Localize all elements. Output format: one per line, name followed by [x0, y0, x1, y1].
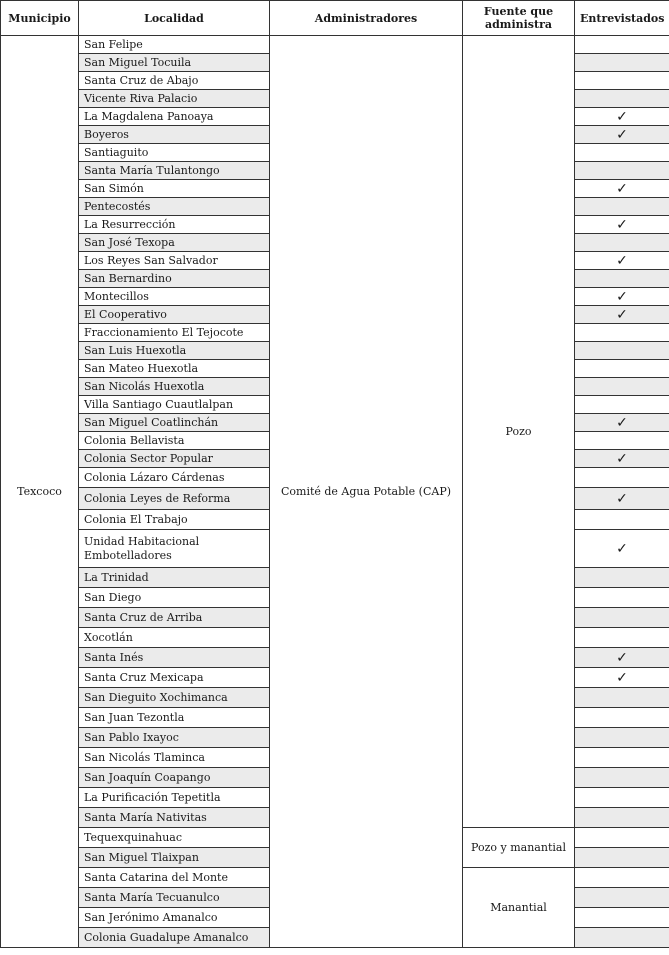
localidad-cell: Santa Catarina del Monte	[79, 868, 270, 888]
table-row	[1, 36, 669, 54]
header-row	[1, 1, 669, 36]
entrevistado-cell	[575, 360, 669, 378]
entrevistado-cell	[575, 432, 669, 450]
checkmark-icon: ✓	[616, 540, 628, 557]
localidad-cell: Santa María Tulantongo	[79, 162, 270, 180]
entrevistado-cell	[575, 90, 669, 108]
checkmark-icon: ✓	[616, 288, 628, 305]
localidad-cell: San Luis Huexotla	[79, 342, 270, 360]
localidad-cell: Pentecostés	[79, 198, 270, 216]
entrevistado-cell	[575, 510, 669, 530]
entrevistado-cell	[575, 468, 669, 488]
entrevistado-cell	[575, 234, 669, 252]
entrevistado-cell	[575, 908, 669, 928]
entrevistado-cell	[575, 252, 669, 270]
fuente-cell: Pozo y manantial	[463, 828, 575, 868]
entrevistado-cell	[575, 808, 669, 828]
checkmark-icon: ✓	[616, 126, 628, 143]
entrevistado-cell	[575, 568, 669, 588]
localidad-cell: Boyeros	[79, 126, 270, 144]
localidad-cell: Fraccionamiento El Tejocote	[79, 324, 270, 342]
entrevistado-cell	[575, 180, 669, 198]
checkmark-icon: ✓	[616, 306, 628, 323]
localidad-cell: San Miguel Coatlinchán	[79, 414, 270, 432]
localidad-cell: Santa Cruz de Abajo	[79, 72, 270, 90]
checkmark-icon: ✓	[616, 649, 628, 666]
localidad-cell: Unidad Habitacional Embotelladores	[79, 530, 270, 568]
localidad-cell: San Diego	[79, 588, 270, 608]
localidad-cell: San Felipe	[79, 36, 270, 54]
entrevistado-cell	[575, 288, 669, 306]
entrevistado-cell	[575, 198, 669, 216]
entrevistado-cell	[575, 162, 669, 180]
entrevistado-cell	[575, 708, 669, 728]
localidad-cell: Santa Cruz de Arriba	[79, 608, 270, 628]
localidad-cell: La Resurrección	[79, 216, 270, 234]
localidad-cell: Colonia Bellavista	[79, 432, 270, 450]
entrevistado-cell	[575, 608, 669, 628]
entrevistado-cell	[575, 342, 669, 360]
localidad-cell: Colonia Leyes de Reforma	[79, 488, 270, 510]
entrevistado-cell	[575, 488, 669, 510]
localidad-cell: Tequexquinahuac	[79, 828, 270, 848]
localidad-cell: La Trinidad	[79, 568, 270, 588]
entrevistado-cell	[575, 36, 669, 54]
municipio-cell: Texcoco	[1, 36, 79, 948]
localidad-cell: El Cooperativo	[79, 306, 270, 324]
entrevistado-cell	[575, 868, 669, 888]
entrevistado-cell	[575, 414, 669, 432]
localidad-cell: Colonia El Trabajo	[79, 510, 270, 530]
checkmark-icon: ✓	[616, 669, 628, 686]
entrevistado-cell	[575, 108, 669, 126]
entrevistado-cell	[575, 648, 669, 668]
localidad-cell: San Dieguito Xochimanca	[79, 688, 270, 708]
entrevistado-cell	[575, 324, 669, 342]
administrador-cell: Comité de Agua Potable (CAP)	[270, 36, 463, 948]
localidad-cell: Vicente Riva Palacio	[79, 90, 270, 108]
entrevistado-cell	[575, 72, 669, 90]
checkmark-icon: ✓	[616, 252, 628, 269]
localidad-cell: Los Reyes San Salvador	[79, 252, 270, 270]
localidad-cell: La Purificación Tepetitla	[79, 788, 270, 808]
localidad-cell: Santa María Nativitas	[79, 808, 270, 828]
localidad-cell: Santiaguito	[79, 144, 270, 162]
entrevistado-cell	[575, 396, 669, 414]
header-localidad: Localidad	[79, 1, 270, 36]
entrevistado-cell	[575, 728, 669, 748]
localidad-cell: San Simón	[79, 180, 270, 198]
entrevistado-cell	[575, 788, 669, 808]
checkmark-icon: ✓	[616, 108, 628, 125]
localidad-cell: San Miguel Tocuila	[79, 54, 270, 72]
localidad-cell: San Miguel Tlaixpan	[79, 848, 270, 868]
header-fuente: Fuente que administra	[463, 1, 575, 36]
header-administradores: Administradores	[270, 1, 463, 36]
entrevistado-cell	[575, 748, 669, 768]
localidad-cell: San Jerónimo Amanalco	[79, 908, 270, 928]
localidad-cell: Santa María Tecuanulco	[79, 888, 270, 908]
checkmark-icon: ✓	[616, 414, 628, 431]
entrevistado-cell	[575, 768, 669, 788]
entrevistado-cell	[575, 530, 669, 568]
localidad-cell: Montecillos	[79, 288, 270, 306]
localidad-cell: San Bernardino	[79, 270, 270, 288]
fuente-cell: Pozo	[463, 36, 575, 828]
localidad-cell: Santa Cruz Mexicapa	[79, 668, 270, 688]
entrevistado-cell	[575, 688, 669, 708]
localidad-cell: San Joaquín Coapango	[79, 768, 270, 788]
entrevistado-cell	[575, 126, 669, 144]
localidad-cell: Villa Santiago Cuautlalpan	[79, 396, 270, 414]
localidad-cell: San José Texopa	[79, 234, 270, 252]
entrevistado-cell	[575, 668, 669, 688]
table-body	[1, 36, 669, 948]
entrevistado-cell	[575, 928, 669, 948]
localidad-cell: Colonia Guadalupe Amanalco	[79, 928, 270, 948]
entrevistado-cell	[575, 306, 669, 324]
header-municipio: Municipio	[1, 1, 79, 36]
entrevistado-cell	[575, 216, 669, 234]
fuente-cell: Manantial	[463, 868, 575, 948]
localidad-cell: Santa Inés	[79, 648, 270, 668]
checkmark-icon: ✓	[616, 490, 628, 507]
checkmark-icon: ✓	[616, 216, 628, 233]
localidad-cell: Xocotlán	[79, 628, 270, 648]
localidad-cell: Colonia Lázaro Cárdenas	[79, 468, 270, 488]
entrevistado-cell	[575, 54, 669, 72]
entrevistado-cell	[575, 450, 669, 468]
localidad-cell: San Nicolás Tlaminca	[79, 748, 270, 768]
entrevistado-cell	[575, 588, 669, 608]
localidad-cell: Colonia Sector Popular	[79, 450, 270, 468]
localidad-cell: La Magdalena Panoaya	[79, 108, 270, 126]
localidad-cell: San Mateo Huexotla	[79, 360, 270, 378]
entrevistado-cell	[575, 378, 669, 396]
entrevistado-cell	[575, 848, 669, 868]
entrevistado-cell	[575, 888, 669, 908]
checkmark-icon: ✓	[616, 450, 628, 467]
entrevistado-cell	[575, 144, 669, 162]
entrevistado-cell	[575, 270, 669, 288]
entrevistado-cell	[575, 628, 669, 648]
localidad-cell: San Pablo Ixayoc	[79, 728, 270, 748]
checkmark-icon: ✓	[616, 180, 628, 197]
header-entrevistados: Entrevistados	[575, 1, 669, 36]
localidad-cell: San Nicolás Huexotla	[79, 378, 270, 396]
entrevistado-cell	[575, 828, 669, 848]
localidad-cell: San Juan Tezontla	[79, 708, 270, 728]
